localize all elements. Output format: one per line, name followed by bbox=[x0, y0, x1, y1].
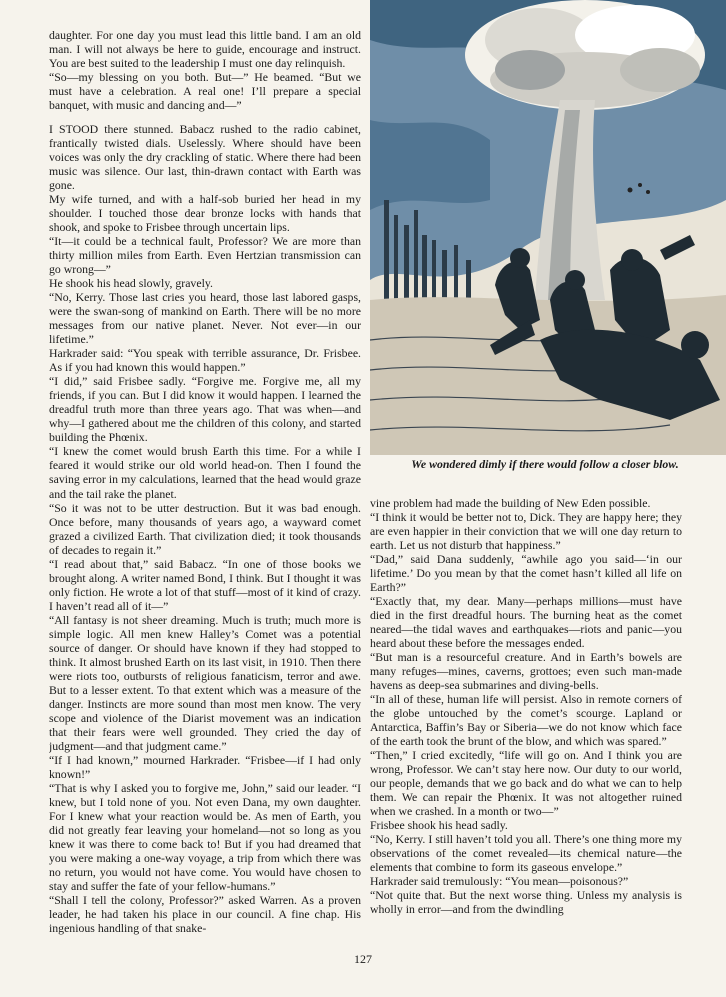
paragraph: “I think it would be better not to, Dick. They are happy here; they are even happier in their conviction that we will one day return to earth. Let us not disturb that happiness.” bbox=[370, 510, 682, 553]
paragraph: “Dad,” said Dana suddenly, “awhile ago you said—‘in our lifetime.’ Do you mean by that the comet hasn’t killed all life on Earth?” bbox=[370, 552, 682, 595]
paragraph: “That is why I asked you to forgive me, John,” said our leader. “I knew, but I told none of you. Not even Dana, my own daughter. For I knew what your reaction would be. As men of Earth, you did not greatly fear leaving your homeland—not so long as you knew it was there to come back to! But if you had dreamed that you were making a one-way voyage, a trip from which there was no return, you would not have come. You would have chosen to stay and suffer the fate of your fellow-humans.” bbox=[49, 780, 361, 893]
illustration bbox=[370, 0, 726, 455]
paragraph: vine problem had made the building of New Eden possible. bbox=[370, 496, 651, 510]
right-text-column bbox=[370, 496, 682, 948]
paragraph: He shook his head slowly, gravely. bbox=[49, 276, 213, 291]
page-number: 127 bbox=[354, 952, 372, 966]
paragraph: “Shall I tell the colony, Professor?” asked Warren. As a proven leader, he had taken his place in our council. A fine chap. His ingenious handling of that snake- bbox=[49, 892, 361, 935]
paragraph: “Then,” I cried excitedly, “life will go on. And I think you are wrong, Professor. We can’t stay here now. Our duty to our world, our people, demands that we go back and do what we can to help them. We can repair the Phœnix. It was not altogether ruined when we crashed. In a month or two—” bbox=[370, 748, 682, 819]
paragraph: “So it was not to be utter destruction. But it was bad enough. Once before, many thousands of years ago, a wayward comet grazed a civilized Earth. That civilization died; it took thousands of decades to regain it.” bbox=[49, 500, 361, 557]
paragraph: “In all of these, human life will persist. Also in remote corners of the globe untouched by the comet’s scourge. Lapland or Antarctica, Baffin’s Bay or Siberia—we do not know which face of the earth took the brunt of the blow, and which was spared.” bbox=[370, 692, 682, 749]
paragraph: “Exactly that, my dear. Many—perhaps millions—must have died in the first dreadful hours. The burning heat as the comet neared—the tidal waves and earthquakes—riots and panic—you heard about these before the messages ended. bbox=[370, 594, 682, 651]
mushroom-cloud-illustration bbox=[370, 0, 726, 455]
paragraph: “I knew the comet would brush Earth this time. For a while I feared it would strike our old world head-on. Then I found the saving error in my calculations, learned that the head would graze and the tail rake the planet. bbox=[49, 444, 361, 501]
paragraph: Frisbee shook his head sadly. bbox=[370, 818, 508, 833]
paragraph: “It—it could be a technical fault, Professor? We are more than thirty million miles from Earth. Even Hertzian transmission can go wrong—” bbox=[49, 234, 361, 277]
paragraph: “I read about that,” said Babacz. “In one of those books we brought along. A writer named Bond, I think. But I thought it was only fiction. He wrote a lot of that stuff—most of it kind of crazy. I haven’t read all of it—” bbox=[49, 556, 361, 613]
paragraph: “No, Kerry. Those last cries you heard, those last labored gasps, were the swan-song of mankind on Earth. There will be no more messages from our native planet. Never. Not ever—in our lifetime.” bbox=[49, 290, 361, 347]
paragraph: Harkrader said tremulously: “You mean—poisonous?” bbox=[370, 874, 629, 889]
paragraph: I STOOD there stunned. Babacz rushed to the radio cabinet, frantically twisted dials. Uselessly. Where should have been voices was only the dry crackling of static. Where there had been music was silence. Our last, thin-drawn contact with Earth was gone. bbox=[49, 122, 361, 193]
paragraph: My wife turned, and with a half-sob buried her head in my shoulder. I touched those dear bronze locks with hands that shook, and spoke to Frisbee through uncertain lips. bbox=[49, 192, 361, 235]
figure-caption: We wondered dimly if there would follow a closer blow. bbox=[411, 457, 679, 471]
left-text-column bbox=[49, 28, 361, 948]
paragraph: daughter. For one day you must lead this little band. I am an old man. I will not always be here to guide, encourage and instruct. You are best suited to the leadership I must one day relinquish. bbox=[49, 28, 361, 71]
paragraph: “All fantasy is not sheer dreaming. Much is truth; much more is simple logic. All men knew Halley’s Comet was a potential source of danger. Or should have known if they had stopped to think. It almost brushed Earth on its last visit, in 1910. Then there were riots too, outbursts of religious fanaticism, terror and awe. But to a lesser extent. To that extent which was a measure of the danger. Instincts are more sound than most men know. The very scope and violence of the Diarist movement was an indication that their fears were well grounded. They cried the day of judgment—and that judgment came.” bbox=[49, 612, 361, 753]
paragraph: Harkrader said: “You speak with terrible assurance, Dr. Frisbee. As if you had known this would happen.” bbox=[49, 346, 361, 375]
paragraph: “Not quite that. But the next worse thing. Unless my analysis is wholly in error—and from the dwindling bbox=[370, 888, 682, 917]
paragraph: “But man is a resourceful creature. And in Earth’s bowels are many refuges—mines, caverns, grottoes; even such man-made havens as deep-sea submarines and diving-bells. bbox=[370, 650, 682, 693]
paragraph: “If I had known,” mourned Harkrader. “Frisbee—if I had only known!” bbox=[49, 752, 361, 781]
paragraph: “No, Kerry. I still haven’t told you all. There’s one thing more my observations of the comet revealed—its chemical nature—the elements that combine to form its gaseous envelope.” bbox=[370, 832, 682, 875]
paragraph: “So—my blessing on you both. But—” He beamed. “But we must have a celebration. A real one! I’ll prepare a special banquet, with music and dancing and—” bbox=[49, 70, 361, 113]
paragraph: “I did,” said Frisbee sadly. “Forgive me. Forgive me, all my friends, if you can. But I did know it would happen. I learned the dreadful truth more than three years ago. That was when—and why—I gathered about me the children of this colony, and started building the Phœnix. bbox=[49, 374, 361, 445]
